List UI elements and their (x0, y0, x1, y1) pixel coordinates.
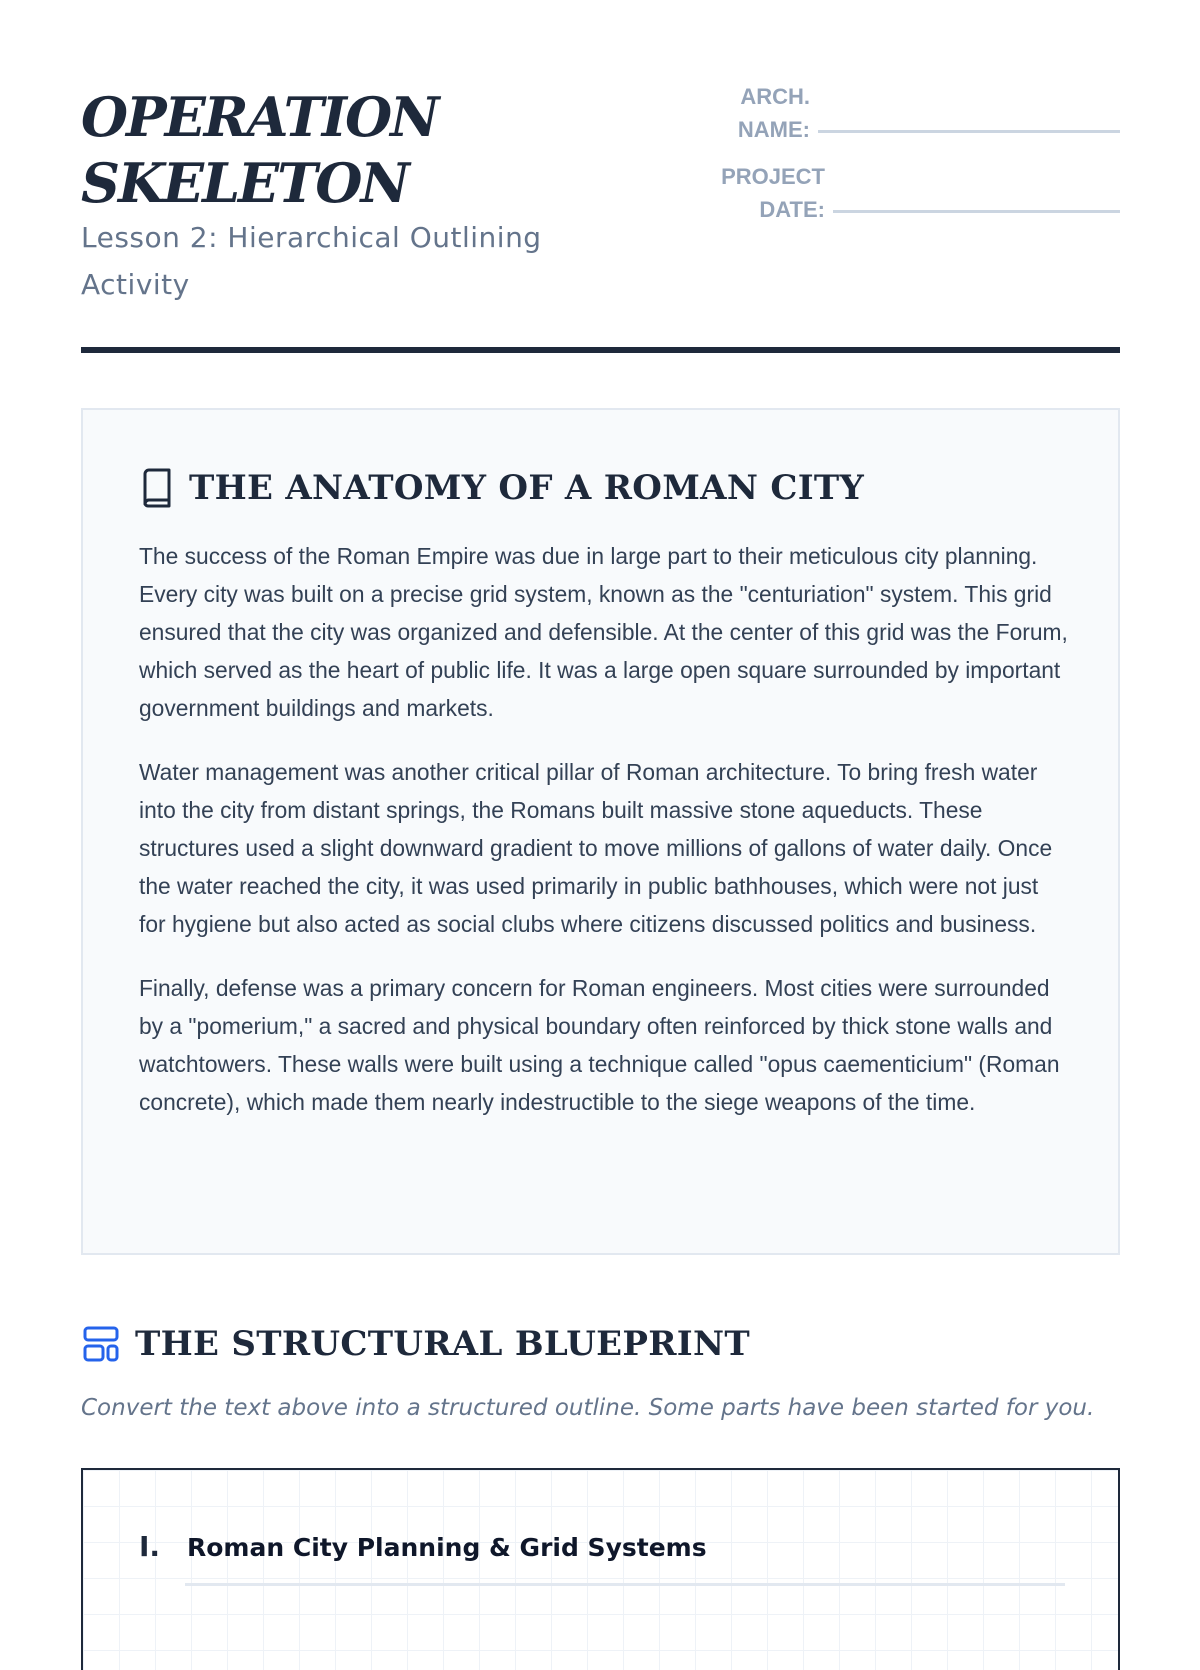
worksheet-header (81, 84, 1120, 354)
outline-numeral: I. (139, 1530, 161, 1563)
title-line-1: OPERATION (81, 85, 438, 149)
reading-paragraph-2: Water management was another critical pillar of Roman architecture. To bring fresh water into the city from distant springs, the Romans built massive stone aqueducts. These structures used a slight downward gradient to move millions of gallons of water daily. Once the water reached the city, it was used primarily in public bathhouses, which were not just for hygiene but also acted as social clubs where citizens discussed politics and business. (139, 759, 1053, 937)
blueprint-title: THE STRUCTURAL BLUEPRINT (135, 1324, 750, 1364)
outline-grid (81, 1468, 1120, 1670)
title-line-2: SKELETON (81, 151, 408, 215)
name-field[interactable] (690, 84, 1120, 164)
date-line[interactable] (833, 210, 1120, 213)
reading-title: THE ANATOMY OF A ROMAN CITY (189, 468, 865, 508)
outline-heading-text[interactable]: Roman City Planning & Grid Systems (187, 1533, 707, 1562)
lesson-subtitle: Lesson 2: Hierarchical Outlining Activity (81, 221, 542, 301)
worksheet-title (81, 84, 437, 216)
reading-paragraph-1: The success of the Roman Empire was due in large part to their meticulous city planning. Every city was built on a precise grid system, known as the "centuriation" system. This grid ensured that the city was organized and defensible. At the center of this grid was the Forum, which served as the heart of public life. It was a large open square surrounded by important government buildings and markets. (139, 543, 1068, 721)
date-field[interactable] (690, 164, 1120, 244)
blueprint-instructions: Convert the text above into a structured outline. Some parts have been started for you. (81, 1395, 1095, 1421)
header-divider (81, 347, 1120, 353)
reading-passage-box (81, 408, 1120, 1255)
student-info-fields (690, 84, 1120, 244)
reading-heading (139, 468, 864, 508)
date-label: PROJECT DATE: (721, 164, 825, 222)
reading-paragraph-3: Finally, defense was a primary concern for Roman engineers. Most cities were surrounded by a "pomerium," a sacred and physical boundary often reinforced by thick stone walls and watchtowers. These walls were built using a technique called "opus caementicium" (Roman concrete), which made them nearly indestructible to the siege weapons of the time. (139, 975, 1060, 1115)
name-line[interactable] (818, 130, 1120, 133)
outline-write-line[interactable] (185, 1583, 1065, 1586)
book-icon (139, 468, 175, 508)
layout-icon (83, 1326, 119, 1362)
name-label: ARCH. NAME: (737, 84, 810, 142)
blueprint-heading (83, 1324, 750, 1364)
reading-text (139, 537, 1069, 1147)
outline-item (139, 1530, 707, 1563)
